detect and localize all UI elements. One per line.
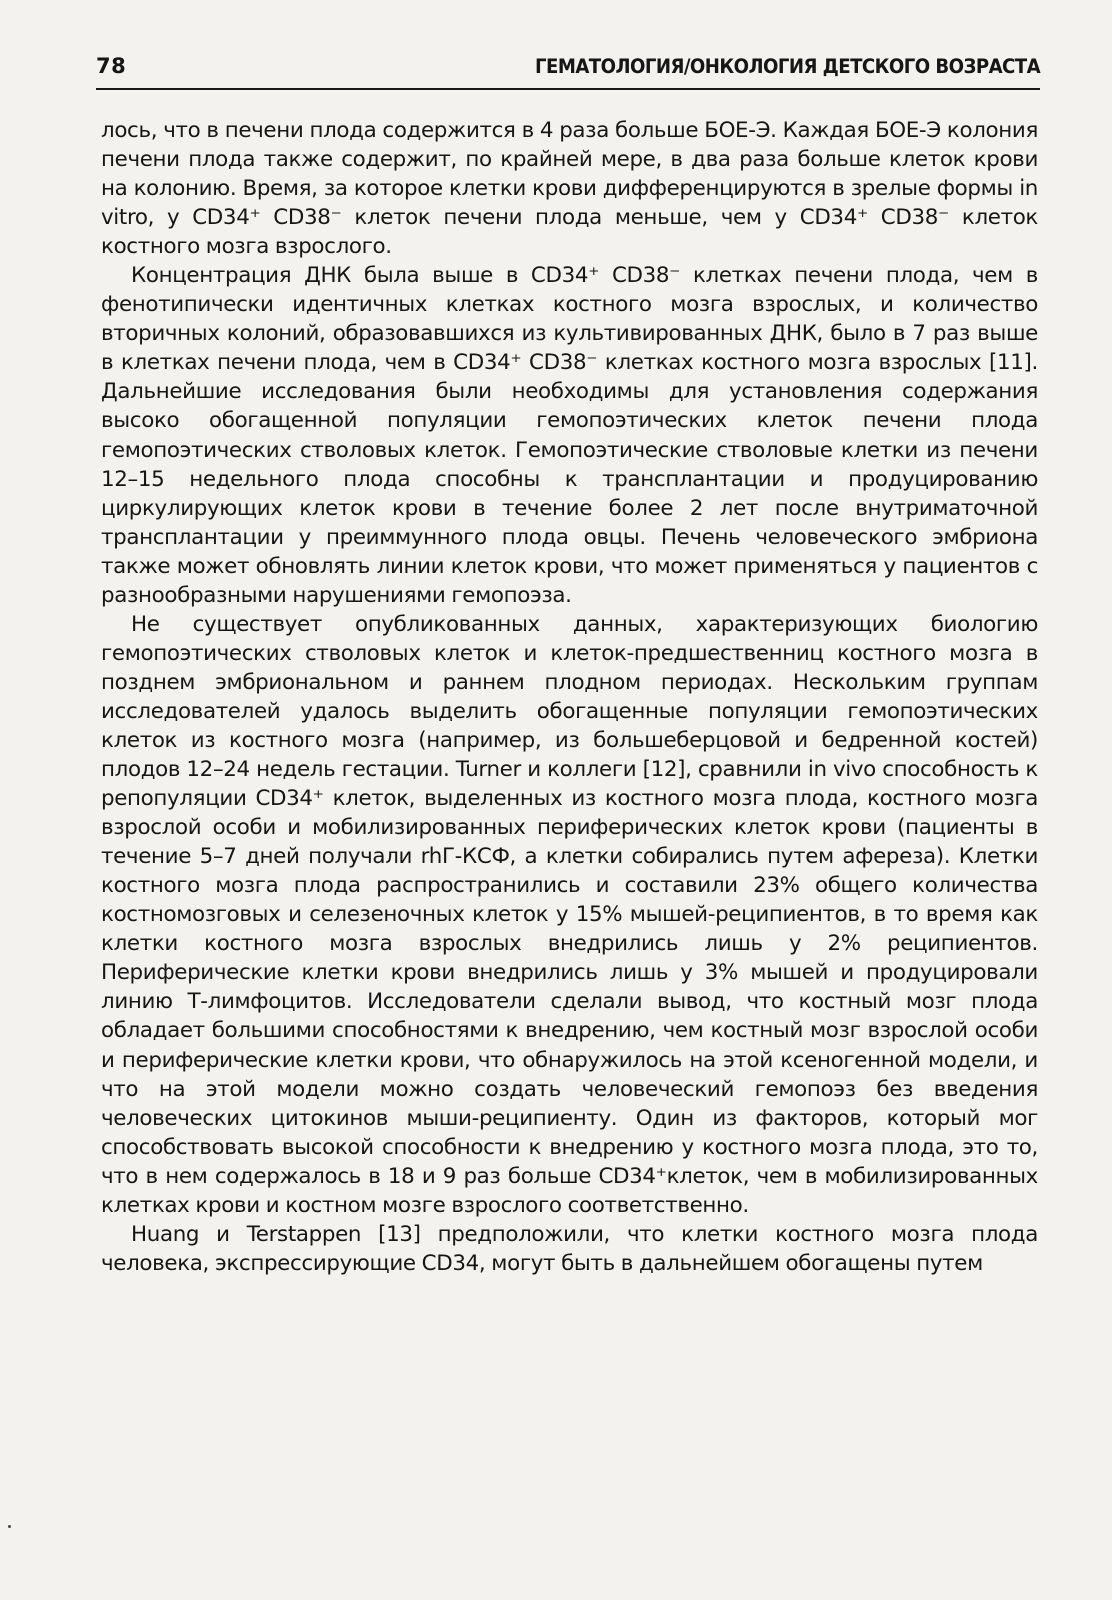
page-number: 78 — [96, 54, 127, 78]
header-rule — [96, 88, 1040, 90]
paragraph-bone-marrow-studies: Не существует опубликованных данных, характеризующих биологию гемопоэтических стволовых клеток и клеток-предшественниц костного мозга в позднем эмбриональном и раннем плодном периодах. Нескольким группам исследователей удалось выделить обогащенные популяции гемопоэтических клеток из костного мозга (например, из большеберцовой и бедренной костей) плодов 12–24 недель гестации. Turner и коллеги [12], сравнили in vivo способность к репопуляции CD34⁺ клеток, выделенных из костного мозга плода, костного мозга взрослой особи и мобилизированных периферических клеток крови (пациенты в течение 5–7 дней получали rhГ-КСФ, а клетки собирались путем афереза). Клетки костного мозга плода распространились и составили 23% общего количества костномозговых и селезеночных клеток у 15% мышей-реципиентов, в то время как клетки костного мозга взрослых внедрились лишь у 2% реципиентов. Периферические клетки крови внедрились лишь у 3% мышей и продуцировали линию Т-лимфоцитов. Исследователи сделали вывод, что костный мозг плода обладает большими способностями к внедрению, чем костный мозг взрослой особи и периферические клетки крови, что обнаружилось на этой ксеногенной модели, и что на этой модели можно создать человеческий гемопоэз без введения человеческих цитокинов мыши-реципиенту. Один из факторов, который мог способствовать высокой способности к внедрению у костного мозга плода, это то, что в нем содержалось в 18 и 9 раз больше CD34⁺клеток, чем в мобилизированных клетках крови и костном мозге взрослого соответственно. — [101, 611, 1038, 1218]
paragraph-dna-concentration: Концентрация ДНК была выше в CD34⁺ CD38⁻ клетках печени плода, чем в фенотипически идентичных клетках костного мозга взрослых, и количество вторичных колоний, образовавшихся из культивированных ДНК, было в 7 раз выше в клетках печени плода, чем в CD34⁺ CD38⁻ клетках костного мозга взрослых [11]. Дальнейшие исследования были необходимы для установления содержания высоко обогащенной популяции гемопоэтических клеток печени плода гемопоэтических стволовых клеток. Гемопоэтические стволовые клетки из печени 12–15 недельного плода способны к трансплантации и продуцированию циркулирующих клеток крови в течение более 2 лет после внутриматочной трансплантации у преиммунного плода овцы. Печень человеческого эмбриона также может обновлять линии клеток крови, что может применяться у пациентов с разнообразными нарушениями гемопоэза. — [101, 263, 1038, 608]
body-text — [101, 116, 1038, 1278]
scan-speck — [8, 1525, 11, 1528]
page-header — [96, 52, 1040, 84]
running-title: ГЕМАТОЛОГИЯ/ОНКОЛОГИЯ ДЕТСКОГО ВОЗРАСТА — [534, 55, 1040, 78]
paragraph-continuation: лось, что в печени плода содержится в 4 раза больше БОЕ-Э. Каждая БОЕ-Э колония печени плода также содержит, по крайней мере, в два раза больше клеток крови на колонию. Время, за которое клетки крови дифференцируются в зрелые формы in vitro, у CD34⁺ CD38⁻ клеток печени плода меньше, чем у CD34⁺ CD38⁻ клеток костного мозга взрослого. — [101, 118, 1038, 260]
paragraph-huang-terstappen: Huang и Terstappen [13] предположили, что клетки костного мозга плода человека, экспрессирующие CD34, могут быть в дальнейшем обогащены путем — [101, 1221, 1038, 1276]
